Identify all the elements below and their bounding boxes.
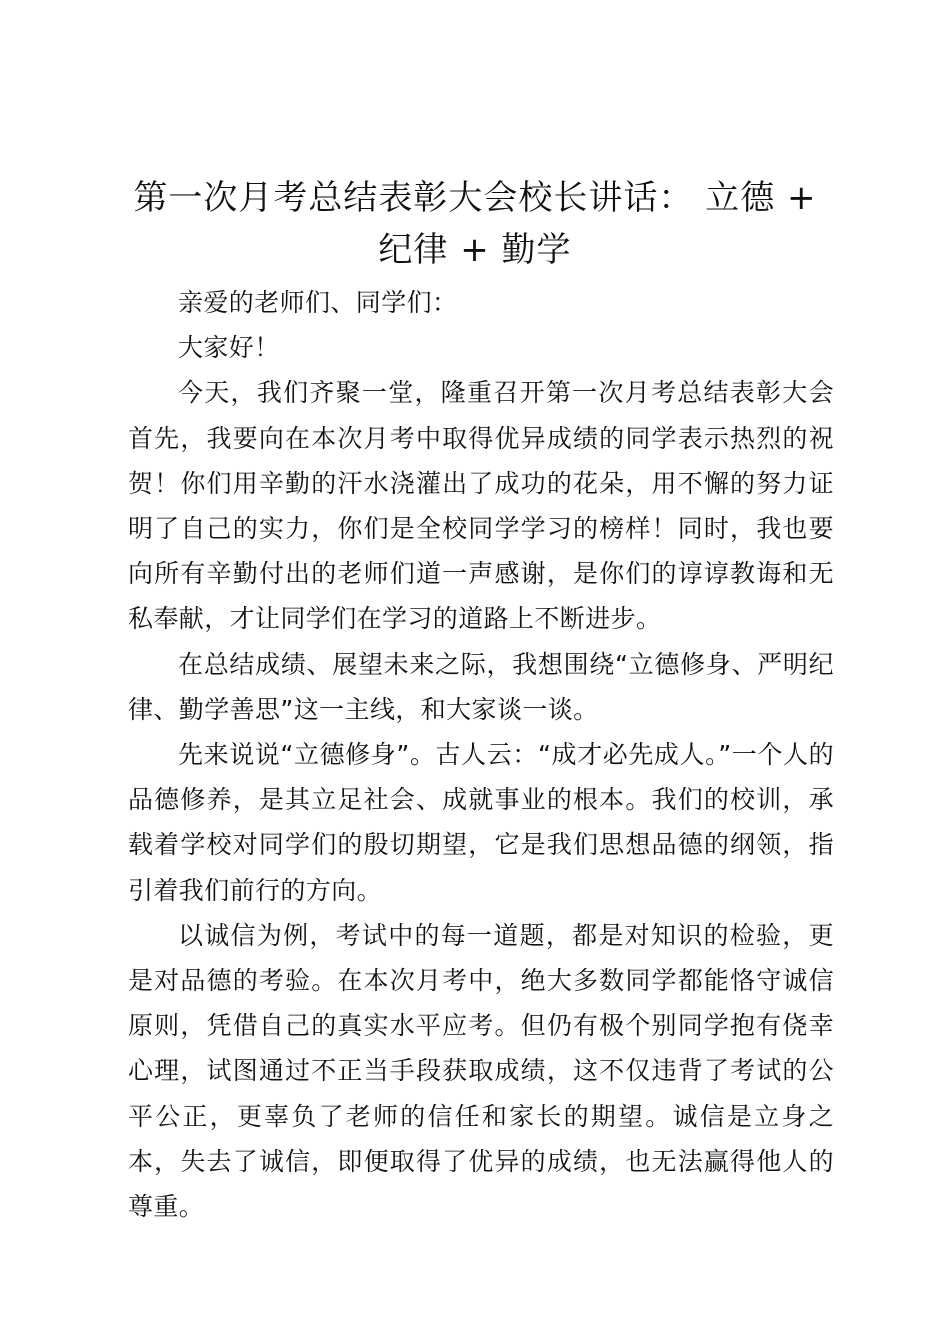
body-paragraph: 以诚信为例，考试中的每一道题，都是对知识的检验，更是对品德的考验。在本次月考中，绝大多数同学都能恪守诚信原则，凭借自己的真实水平应考。但仍有极个别同学抱有侥幸心理，试图通过不正当手段获取成绩，这不仅违背了考试的公平公正，更辜负了老师的信任和家长的期望。诚信是立身之本，失去了诚信，即便取得了优异的成绩，也无法赢得他人的尊重。 — [128, 920, 834, 1222]
document-body — [128, 280, 834, 1229]
body-paragraph: 先来说说“立德修身”。古人云：“成才必先成人。”一个人的品德修养，是其立足社会、成就事业的根本。我们的校训，承载着学校对同学们的殷切期望，它是我们思想品德的纲领，指引着我们前行的方向。 — [128, 740, 834, 905]
body-paragraph: 在总结成绩、展望未来之际，我想围绕“立德修身、严明纪律、勤学善思”这一主线，和大家谈一谈。 — [128, 649, 834, 724]
body-paragraph: 今天，我们齐聚一堂，隆重召开第一次月考总结表彰大会首先，我要向在本次月考中取得优异成绩的同学表示热烈的祝贺！你们用辛勤的汗水浇灌出了成功的花朵，用不懈的努力证明了自己的实力，你们是全校同学学习的榜样！同时，我也要向所有辛勤付出的老师们道一声感谢，是你们的谆谆教诲和无私奉献，才让同学们在学习的道路上不断进步。 — [128, 378, 834, 634]
document-title: 第一次月考总结表彰大会校长讲话： 立德 + 纪律 + 勤学 — [133, 178, 817, 270]
greeting-paragraph: 亲爱的老师们、同学们： — [178, 288, 458, 317]
salutation-paragraph: 大家好！ — [178, 333, 280, 363]
